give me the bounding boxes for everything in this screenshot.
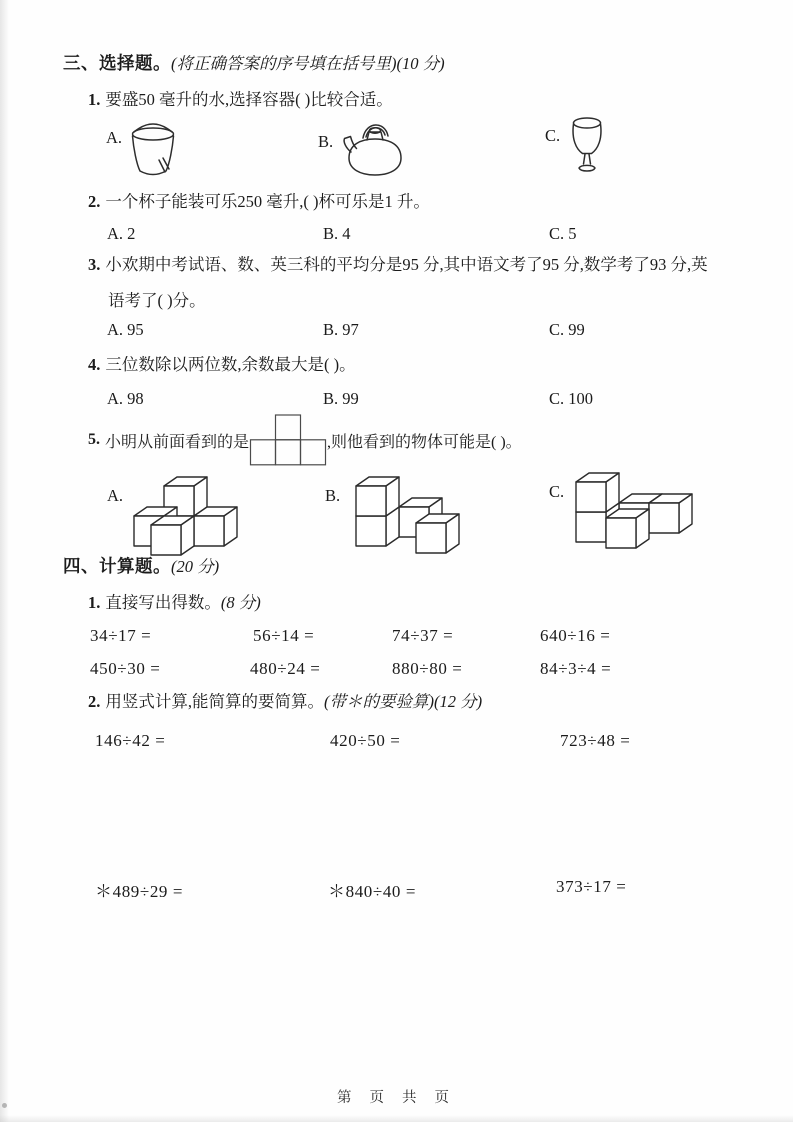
question-1-text: 要盛50 毫升的水,选择容器( )比较合适。 — [105, 90, 393, 109]
front-view-figure — [249, 414, 327, 466]
question-4-number: 4. — [88, 355, 101, 374]
calc-q1-title: 直接写出得数。 — [105, 593, 221, 612]
expression: 450÷30 = — [90, 659, 161, 678]
expression: 373÷17 = — [556, 877, 627, 896]
question-3-number: 3. — [88, 255, 101, 274]
expression: 56÷14 = — [253, 626, 315, 645]
scan-edge-bottom — [0, 1115, 793, 1122]
section3-title: 三、选择题。 — [63, 53, 171, 73]
q4-option-a: A. 98 — [107, 389, 144, 408]
expression: 34÷17 = — [90, 626, 152, 645]
section4-note: (20 分) — [171, 557, 220, 576]
section3-note: (将正确答案的序号填在括号里)(10 分) — [171, 54, 445, 73]
question-1 — [88, 90, 393, 111]
question-5-text-after: ,则他看到的物体可能是( )。 — [327, 433, 522, 451]
calc-q1-points: (8 分) — [220, 593, 261, 612]
goblet-icon — [566, 114, 608, 178]
q4-option-c: C. 100 — [549, 389, 594, 408]
calc-q1-number: 1. — [88, 593, 101, 612]
question-3-text-line2: 语考了( )分。 — [108, 291, 206, 310]
section4-heading — [63, 556, 219, 578]
bucket-icon — [127, 114, 179, 182]
question-4 — [88, 355, 356, 376]
expression: 146÷42 = — [95, 731, 166, 750]
question-2-number: 2. — [88, 192, 101, 211]
calc-q2-points: (带＊的要验算)(12 分) — [324, 692, 483, 711]
cube-arrangement-a — [124, 474, 244, 556]
q4-option-b: B. 99 — [323, 389, 359, 408]
scan-edge-left — [0, 0, 9, 1122]
question-1-number: 1. — [88, 90, 101, 109]
q5-option-c-label: C. — [549, 482, 565, 501]
expression: ＊840÷40 = — [328, 882, 417, 901]
q5-option-b-label: B. — [325, 486, 341, 505]
question-5 — [88, 414, 522, 466]
calc-q2-heading — [88, 692, 482, 713]
expression: 74÷37 = — [392, 626, 454, 645]
q2-option-b: B. 4 — [323, 224, 351, 243]
q5-option-a-label: A. — [107, 486, 124, 505]
expression: 480÷24 = — [250, 659, 321, 678]
question-5-text-before: 小明从前面看到的是 — [105, 433, 250, 451]
question-2 — [88, 192, 430, 213]
expression: 640÷16 = — [540, 626, 611, 645]
question-4-text: 三位数除以两位数,余数最大是( )。 — [105, 355, 356, 374]
expression: ＊489÷29 = — [95, 882, 184, 901]
calc-q2-title: 用竖式计算,能简算的要简算。 — [105, 692, 324, 711]
question-3-text-line1: 小欢期中考试语、数、英三科的平均分是95 分,其中语文考了95 分,数学考了93 分,英 — [105, 255, 708, 274]
q3-option-b: B. 97 — [323, 320, 359, 339]
page-footer: 第 页 共 页 — [336, 1090, 457, 1106]
calc-q2-number: 2. — [88, 692, 101, 711]
cube-arrangement-b — [344, 474, 464, 556]
calc-q1-heading — [88, 593, 261, 614]
expression: 723÷48 = — [560, 731, 631, 750]
question-2-text: 一个杯子能装可乐250 毫升,( )杯可乐是1 升。 — [105, 192, 430, 211]
section3-heading — [63, 53, 445, 75]
q1-option-c-label: C. — [545, 126, 561, 145]
kettle-icon — [342, 120, 408, 178]
question-3-line1 — [88, 255, 708, 276]
expression: 84÷3÷4 = — [540, 659, 612, 678]
q3-option-a: A. 95 — [107, 320, 144, 339]
section4-title: 四、计算题。 — [63, 556, 171, 576]
q1-option-b-label: B. — [318, 132, 334, 151]
cube-arrangement-c — [566, 470, 698, 550]
expression: 420÷50 = — [330, 731, 401, 750]
q1-option-a-label: A. — [106, 128, 123, 147]
expression: 880÷80 = — [392, 659, 463, 678]
question-5-number: 5. — [88, 431, 100, 448]
q3-option-c: C. 99 — [549, 320, 585, 339]
question-3-line2 — [108, 291, 206, 312]
q2-option-c: C. 5 — [549, 224, 577, 243]
q2-option-a: A. 2 — [107, 224, 136, 243]
